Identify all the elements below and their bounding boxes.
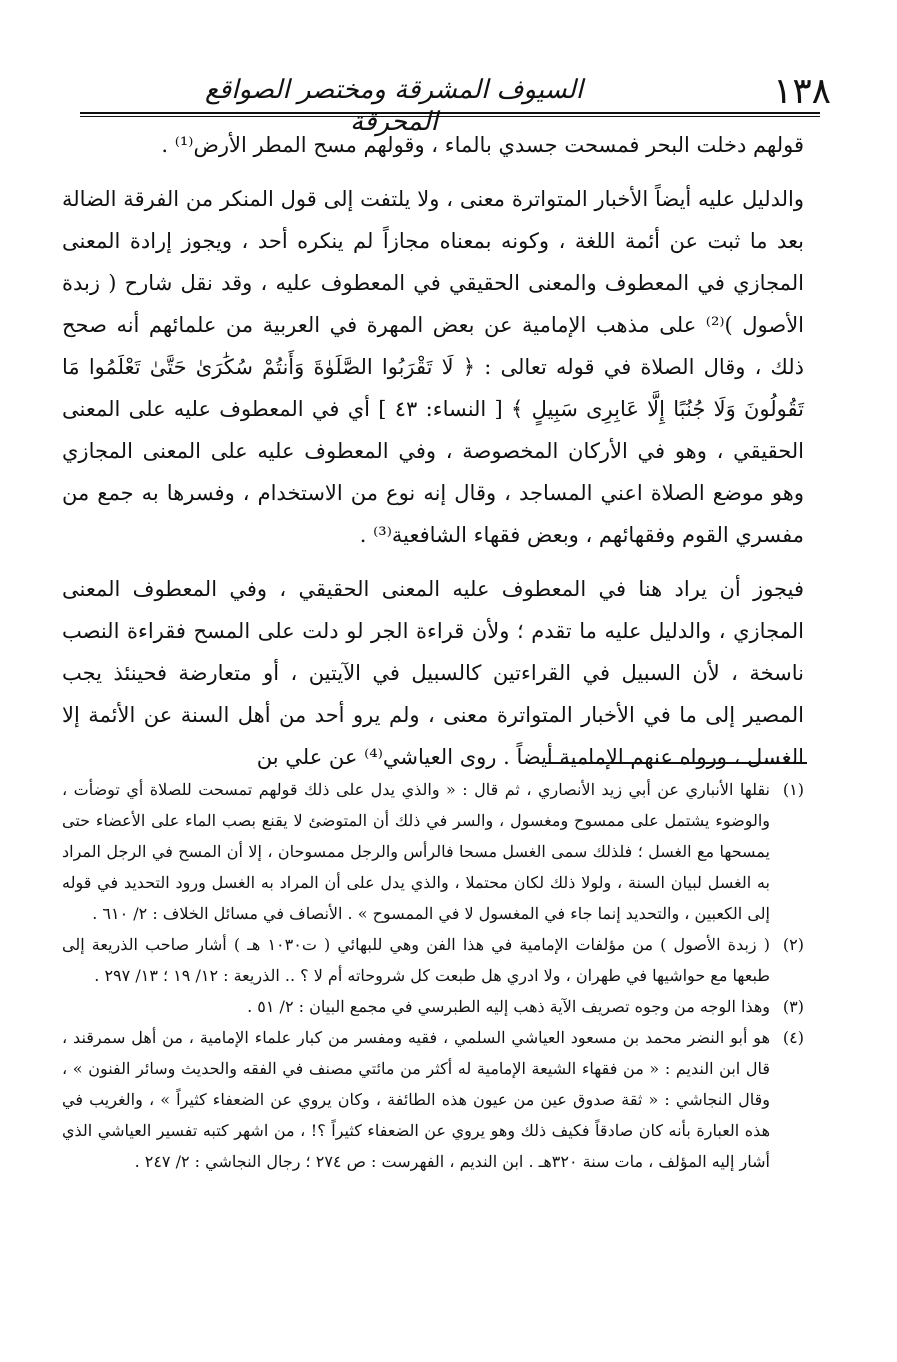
paragraph: فيجوز أن يراد هنا في المعطوف عليه المعنى الحقيقي ، وفي المعطوف المعنى المجازي ، والدليل عليه ما تقدم ؛ ولأن قراءة الجر لو دلت على المسح فقراءة النصب ناسخة ، لأن السبيل في القراءتين كالسبيل في الآيتين ، أو متعارضة فحينئذ يجب المصير إلى ما في الأخبار المتواترة معنى ، ولم يرو أحد من أهل السنة عن الأئمة إلا الغسل ، ورواه عنهم الإمامية أيضاً . روى العياشي⁽⁴⁾ عن علي بن	[62, 577, 804, 769]
footnote-number: (٢)	[782, 935, 804, 954]
footnote-number: (٤)	[782, 1028, 804, 1047]
footnote-text: نقلها الأنباري عن أبي زيد الأنصاري ، ثم قال : « والذي يدل على ذلك قولهم تمسحت للصلاة أي توضأت ، والوضوء يشتمل على ممسوح ومغسول ، والسر في ذلك أن المتوضئ لا يقنع بصب الماء على الأعضاء حتى يمسحها مع الغسل ؛ فلذلك سمى الغسل مسحا فالرأس والرجل ممسوحان ، إلا أن المسح في الرجل المراد به الغسل لبيان السنة ، ولولا ذلك لكان محتملا ، والذي يدل على أن المراد به الغسل ورود التحديد في قوله إلى الكعبين ، والتحديد إنما جاء في المغسول لا في الممسوح » . الأنصاف في مسائل الخلاف : ٢/ ٦١٠ .	[62, 780, 771, 923]
footnote-text: وهذا الوجه من وجوه تصريف الآية ذهب إليه الطبرسي في مجمع البيان : ٢/ ٥١ .	[247, 997, 770, 1016]
footnote-text: هو أبو النضر محمد بن مسعود العياشي السلمي ، فقيه ومفسر من كبار علماء الإمامية ، من أهل سمرقند ، قال ابن النديم : « من فقهاء الشيعة الإمامية له أكثر من مائتي مصنف في الفقه والحديث وسائر الفنون » ، وقال النجاشي : « ثقة صدوق عين من عيون هذه الطائفة ، وكان يروي عن الضعفاء كثيراً » ، والغريب في هذه العبارة بأنه كان صادقاً فكيف ذلك وهو يروي عن الضعفاء كثيراً ؟! ، من اشهر كتبه تفسير العياشي الذي أشار إليه المؤلف ، مات سنة ٣٢٠هـ . ابن النديم ، الفهرست : ص ٢٧٤ ؛ رجال النجاشي : ٢/ ٢٤٧ .	[62, 1028, 771, 1171]
footnote	[62, 929, 804, 991]
footnote-text: ( زبدة الأصول ) من مؤلفات الإمامية في هذا الفن وهي للبهائي ( ت١٠٣٠ هـ ) أشار صاحب الذريعة إلى طبعها مع حواشيها في طهران ، ولا ادري هل طبعت كل شروحاته أم لا ؟ .. الذريعة : ١٢/ ١٩ ؛ ١٣/ ٢٩٧ .	[62, 935, 771, 985]
header-rule	[80, 112, 820, 114]
footnote-separator	[545, 762, 807, 764]
page-header	[0, 0, 897, 137]
main-text	[62, 124, 804, 790]
paragraph: قولهم دخلت البحر فمسحت جسدي بالماء ، وقولهم مسح المطر الأرض⁽¹⁾ .	[161, 133, 804, 157]
footnotes	[62, 774, 804, 1177]
header-rule-thin	[80, 116, 820, 117]
footnote-number: (٣)	[782, 997, 804, 1016]
footnote	[62, 774, 804, 929]
running-title: السيوف المشرقة ومختصر الصواقع المحرقة	[204, 75, 584, 137]
paragraph: والدليل عليه أيضاً الأخبار المتواترة معنى ، ولا يلتفت إلى قول المنكر من الفرقة الضالة بعد ما ثبت عن أئمة اللغة ، وكونه بمعناه مجازاً لم ينكره أحد ، ويجوز إرادة المعنى المجازي في المعطوف والمعنى الحقيقي في المعطوف عليه ، وقد نقل شارح ( زبدة الأصول )⁽²⁾ على مذهب الإمامية عن بعض المهرة في العربية من علمائهم أنه صحح ذلك ، وقال الصلاة في قوله تعالى : ﴿ لَا تَقْرَبُوا الصَّلَوٰةَ وَأَنتُمْ سُكَٰرَىٰ حَتَّىٰ تَعْلَمُوا مَا تَقُولُونَ وَلَا جُنُبًا إِلَّا عَابِرِى سَبِيلٍ ﴾ [ النساء: ٤٣ ] أي في المعطوف عليه على المعنى الحقيقي ، وهو في الأركان المخصوصة ، وفي المعطوف عليه على المعنى المجازي وهو موضع الصلاة اعني المساجد ، وقال إنه نوع من الاستخدام ، وفسرها به جمع من مفسري القوم وفقهائهم ، وبعض فقهاء الشافعية⁽³⁾ .	[62, 187, 804, 547]
footnote-number: (١)	[782, 780, 804, 799]
footnote	[62, 1022, 804, 1177]
page-number: ١٣٨	[772, 71, 831, 112]
footnote	[62, 991, 804, 1022]
